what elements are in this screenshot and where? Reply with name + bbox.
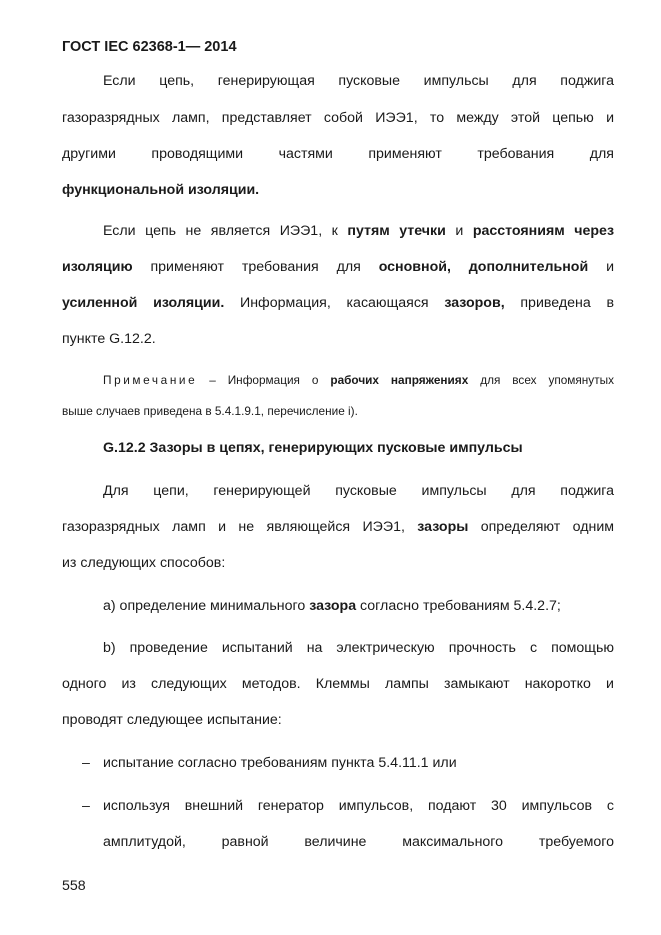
list-item-b-line-3: проводят следующее испытание:	[62, 712, 282, 728]
paragraph-2-line-4: пункте G.12.2.	[62, 331, 156, 347]
document-header: ГОСТ IEC 62368-1— 2014	[62, 39, 237, 55]
note-line-2: выше случаев приведена в 5.4.1.9.1, перечисление i).	[62, 404, 358, 418]
paragraph-2-line-2: изоляцию применяют требования для основной, дополнительной и	[62, 259, 614, 275]
paragraph-3-line-3: из следующих способов:	[62, 555, 226, 571]
paragraph-1-line-3: другими проводящими частями применяют требования для	[62, 146, 614, 162]
page-number: 558	[62, 878, 86, 894]
bullet-2-line-1: используя внешний генератор импульсов, подают 30 импульсов с	[103, 798, 614, 814]
bullet-dash: –	[82, 798, 90, 814]
list-item-b-line-1: b) проведение испытаний на электрическую прочность с помощью	[103, 640, 614, 656]
paragraph-2-line-1: Если цепь не является ИЭЭ1, к путям утечки и расстояниям через	[103, 223, 615, 239]
paragraph-2-line-3: усиленной изоляции. Информация, касающаяся зазоров, приведена в	[62, 295, 614, 311]
list-item-b-line-2: одного из следующих методов. Клеммы лампы замыкают накоротко и	[62, 676, 614, 692]
section-heading: G.12.2 Зазоры в цепях, генерирующих пусковые импульсы	[103, 440, 523, 456]
list-item-a: а) определение минимального зазора согласно требованиям 5.4.2.7;	[103, 598, 561, 614]
bullet-1-text: испытание согласно требованиям пункта 5.4.11.1 или	[103, 755, 457, 771]
note-line-1: Примечание – Информация о рабочих напряжениях для всех упомянутых	[103, 373, 614, 387]
paragraph-3-line-1: Для цепи, генерирующей пусковые импульсы для поджига	[103, 483, 614, 499]
bullet-2-line-2: амплитудой, равной величине максимального требуемого	[103, 834, 614, 850]
paragraph-1-line-2: газоразрядных ламп, представляет собой ИЭЭ1, то между этой цепью и	[62, 110, 614, 126]
bullet-dash: –	[82, 755, 90, 771]
paragraph-1-line-4: функциональной изоляции.	[62, 182, 260, 198]
paragraph-1-line-1: Если цепь, генерирующая пусковые импульсы для поджига	[103, 73, 614, 89]
paragraph-3-line-2: газоразрядных ламп и не являющейся ИЭЭ1, зазоры определяют одним	[62, 519, 614, 535]
